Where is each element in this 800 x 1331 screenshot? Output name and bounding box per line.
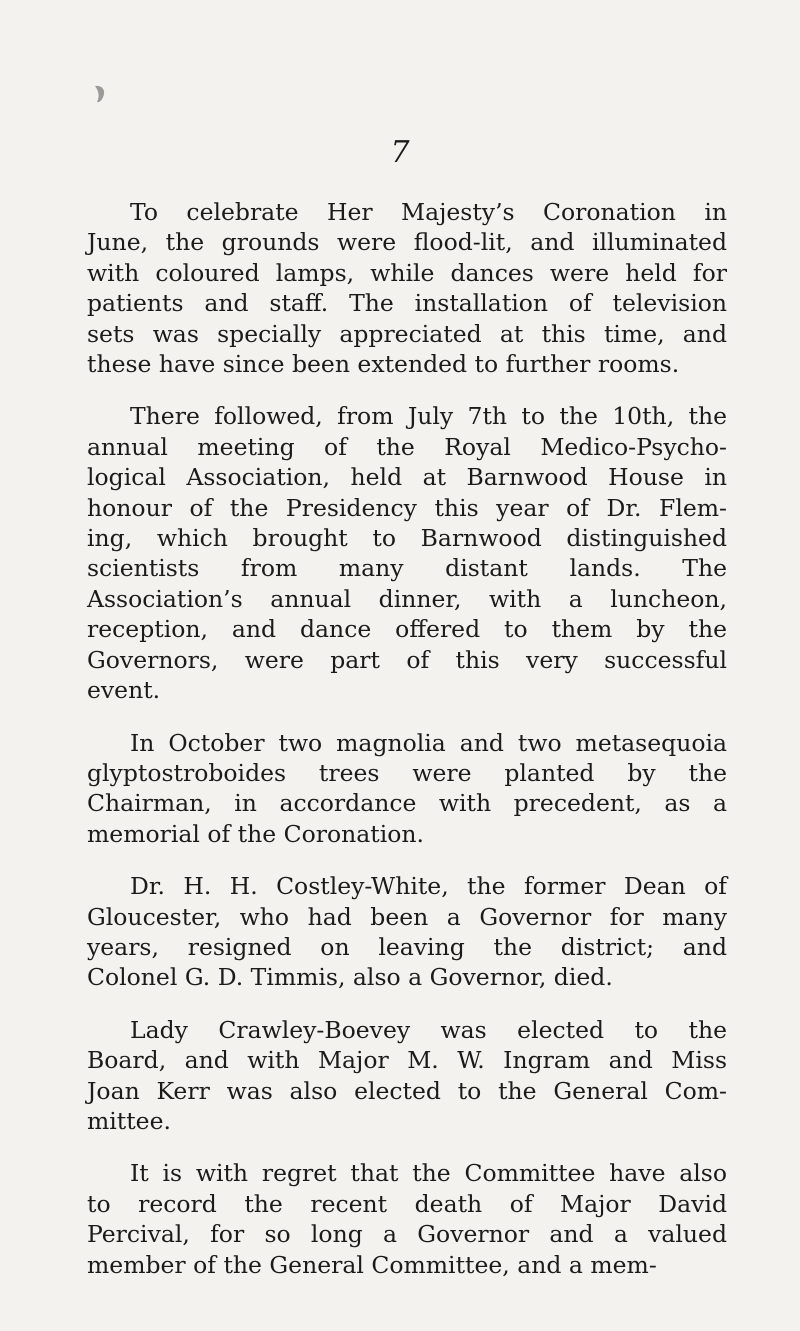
text-line: Lady Crawley-Boevey was elected to the: [130, 1015, 727, 1044]
text-line: Percival, for so long a Governor and a valued: [87, 1220, 727, 1249]
text-line: In October two magnolia and two metasequoia: [130, 728, 727, 757]
text-line: member of the General Committee, and a mem-: [87, 1250, 657, 1279]
page-stain-mark: [92, 84, 106, 104]
paragraph: [87, 871, 727, 993]
text-line: event.: [87, 676, 161, 705]
text-line: Board, and with Major M. W. Ingram and Miss: [87, 1046, 727, 1075]
text-line: to record the recent death of Major David: [87, 1189, 727, 1218]
text-line: annual meeting of the Royal Medico-Psycho-: [87, 432, 727, 461]
text-line: Governors, were part of this very successful: [87, 645, 727, 674]
text-line: Gloucester, who had been a Governor for many: [87, 902, 727, 931]
text-line: June, the grounds were flood-lit, and illuminated: [87, 228, 727, 257]
page-number: 7: [390, 135, 410, 170]
body-text: [87, 197, 727, 1302]
paragraph: [87, 197, 727, 379]
text-line: these have since been extended to further rooms.: [87, 350, 680, 379]
text-line: sets was specially appreciated at this time, and: [87, 319, 727, 348]
text-line: logical Association, held at Barnwood House in: [87, 463, 727, 492]
text-line: scientists from many distant lands. The: [87, 554, 727, 583]
text-line: ing, which brought to Barnwood distinguished: [87, 524, 727, 553]
text-line: with coloured lamps, while dances were held for: [87, 258, 727, 287]
text-line: reception, and dance offered to them by the: [87, 615, 727, 644]
text-line: Joan Kerr was also elected to the General Com-: [87, 1076, 727, 1105]
paragraph: [87, 1015, 727, 1137]
text-line: glyptostroboides trees were planted by the: [87, 758, 727, 787]
text-line: patients and staff. The installation of television: [87, 289, 727, 318]
text-line: honour of the Presidency this year of Dr. Flem-: [87, 493, 727, 522]
text-line: Chairman, in accordance with precedent, as a: [87, 789, 727, 818]
paragraph: [87, 728, 727, 850]
paragraph: [87, 1158, 727, 1280]
text-line: years, resigned on leaving the district; and: [87, 932, 727, 961]
paragraph: [87, 401, 727, 705]
text-line: To celebrate Her Majesty’s Coronation in: [130, 198, 727, 226]
text-line: Dr. H. H. Costley-White, the former Dean of: [130, 872, 727, 901]
text-line: Colonel G. D. Timmis, also a Governor, died.: [87, 963, 613, 992]
text-line: There followed, from July 7th to the 10th, the: [130, 402, 727, 431]
text-line: It is with regret that the Committee have also: [130, 1159, 727, 1188]
text-line: mittee.: [87, 1106, 171, 1135]
text-line: memorial of the Coronation.: [87, 819, 425, 848]
text-line: Association’s annual dinner, with a luncheon,: [87, 584, 727, 613]
